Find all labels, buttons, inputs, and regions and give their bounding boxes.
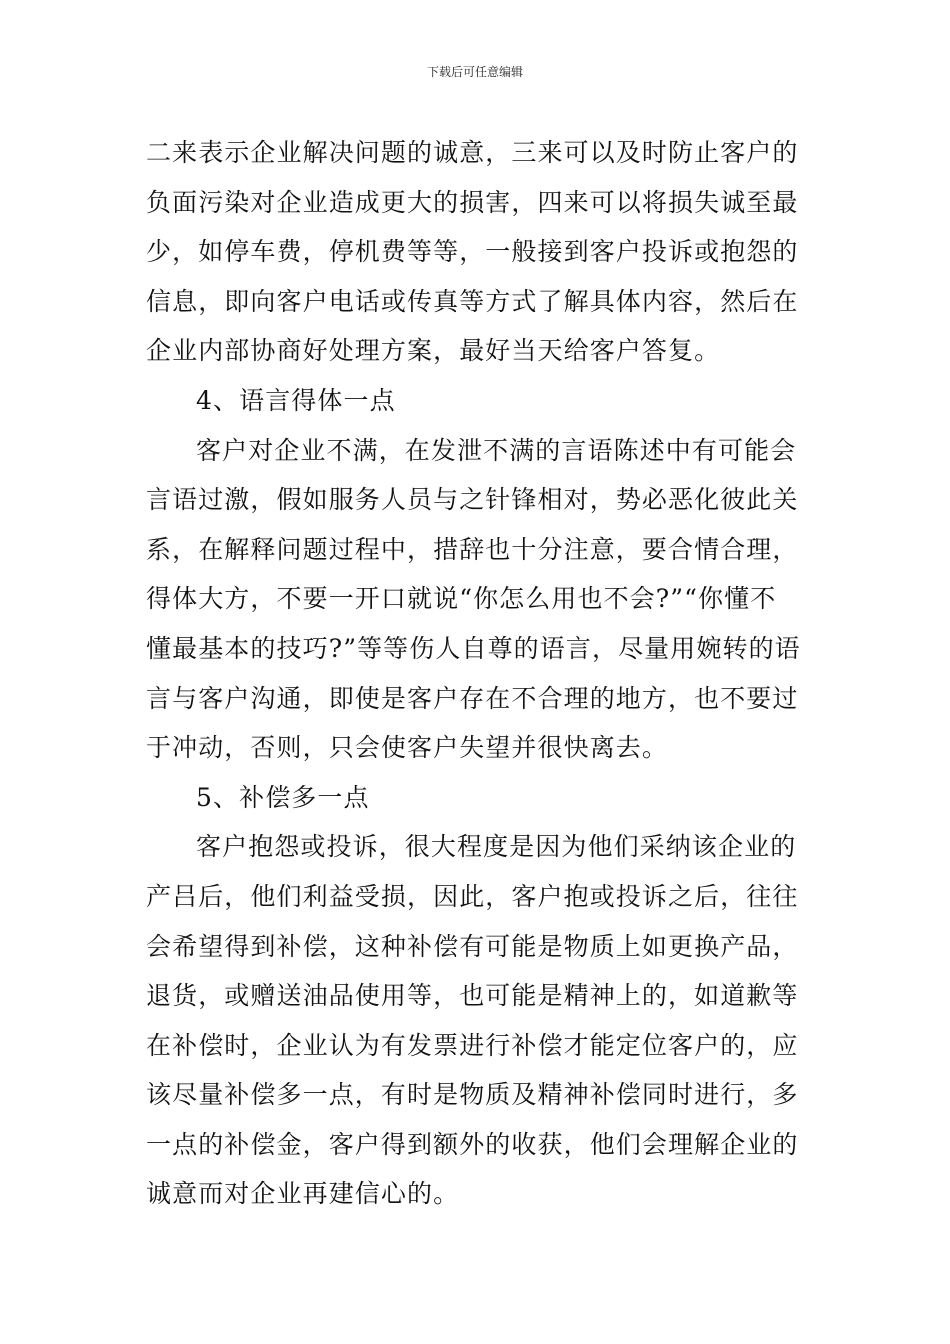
text-line: 会希望得到补偿，这种补偿有可能是物质上如更换产品， xyxy=(146,931,799,961)
text-line: 负面污染对企业造成更大的损害，四来可以将损失诚至最 xyxy=(146,187,799,217)
text-line: 信息，即向客户电话或传真等方式了解具体内容，然后在 xyxy=(146,286,799,316)
text-line: 系，在解释问题过程中，措辞也十分注意，要合情合理， xyxy=(146,534,799,564)
text-line: 一点的补偿金，客户得到额外的收获，他们会理解企业的 xyxy=(146,1129,799,1159)
text-line: 4、语言得体一点 xyxy=(196,385,396,415)
document-body xyxy=(146,128,808,1219)
text-line: 于冲动，否则，只会使客户失望并很快离去。 xyxy=(146,733,669,763)
text-line: 客户对企业不满，在发泄不满的言语陈述中有可能会 xyxy=(196,435,797,465)
text-line: 在补偿时，企业认为有发票进行补偿才能定位客户的，应 xyxy=(146,1030,799,1060)
text-line: 少，如停车费，停机费等等，一般接到客户投诉或抱怨的 xyxy=(146,237,799,267)
text-line: 客户抱怨或投诉，很大程度是因为他们采纳该企业的 xyxy=(196,832,797,862)
text-line: 得体大方，不要一开口就说“你怎么用也不会?”“你懂不 xyxy=(146,584,777,614)
text-line: 二来表示企业解决问题的诚意，三来可以及时防止客户的 xyxy=(146,138,799,167)
text-line: 该尽量补偿多一点，有时是物质及精神补偿同时进行，多 xyxy=(146,1080,799,1110)
text-line: 言与客户沟通，即使是客户存在不合理的地方，也不要过 xyxy=(146,683,799,713)
text-line: 退货，或赠送油品使用等，也可能是精神上的，如道歉等 xyxy=(146,981,799,1011)
text-line: 企业内部协商好处理方案，最好当天给客户答复。 xyxy=(146,336,721,366)
text-line: 诚意而对企业再建信心的。 xyxy=(146,1179,460,1209)
page-header-note: 下载后可任意编辑 xyxy=(426,65,523,79)
text-line: 懂最基本的技巧?”等等伤人自尊的语言，尽量用婉转的语 xyxy=(146,633,801,663)
text-line: 5、补偿多一点 xyxy=(196,782,370,812)
text-line: 产吕后，他们利益受损，因此，客户抱或投诉之后，往往 xyxy=(146,881,799,911)
text-line: 言语过激，假如服务人员与之针锋相对，势必恶化彼此关 xyxy=(146,485,799,515)
